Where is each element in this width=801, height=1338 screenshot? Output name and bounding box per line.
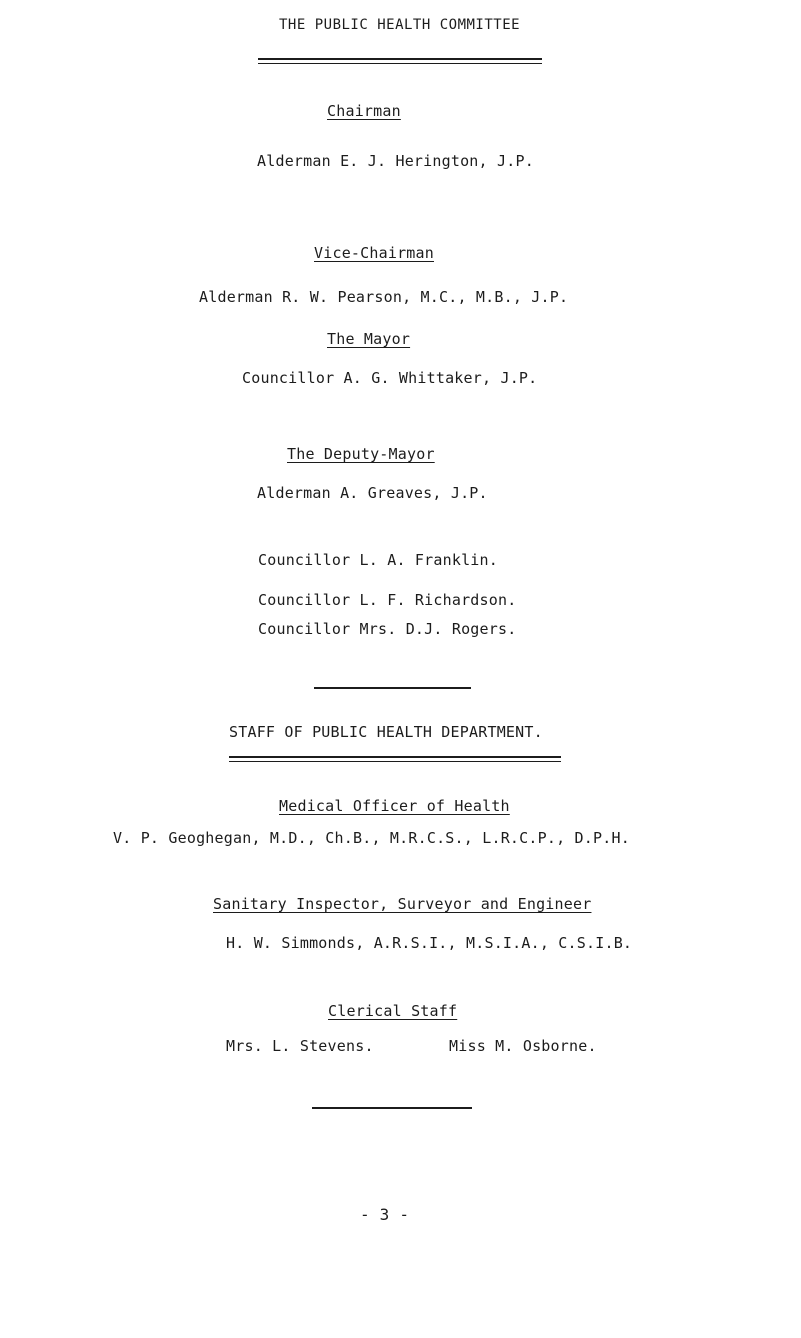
member-3: Councillor Mrs. D.J. Rogers. bbox=[258, 620, 517, 638]
mayor-name: Councillor A. G. Whittaker, J.P. bbox=[242, 369, 538, 387]
staff-heading: STAFF OF PUBLIC HEALTH DEPARTMENT. bbox=[229, 723, 543, 741]
deputy-mayor-name: Alderman A. Greaves, J.P. bbox=[257, 484, 488, 502]
moh-name: V. P. Geoghegan, M.D., Ch.B., M.R.C.S., L.R.C.P., D.P.H. bbox=[113, 829, 630, 847]
staff-underline-2 bbox=[229, 761, 561, 762]
clerical-name-2: Miss M. Osborne. bbox=[449, 1037, 597, 1055]
clerical-name-1: Mrs. L. Stevens. bbox=[226, 1037, 374, 1055]
clerical-heading: Clerical Staff bbox=[328, 1002, 458, 1020]
section-divider bbox=[314, 687, 471, 689]
page-number: - 3 - bbox=[360, 1205, 410, 1224]
member-1: Councillor L. A. Franklin. bbox=[258, 551, 498, 569]
bottom-divider bbox=[312, 1107, 472, 1109]
mayor-heading: The Mayor bbox=[327, 330, 411, 348]
staff-underline-1 bbox=[229, 756, 561, 758]
title-underline-1 bbox=[258, 58, 542, 60]
page-title: THE PUBLIC HEALTH COMMITTEE bbox=[279, 17, 521, 33]
deputy-mayor-heading: The Deputy-Mayor bbox=[287, 445, 435, 463]
vice-chairman-name: Alderman R. W. Pearson, M.C., M.B., J.P. bbox=[199, 288, 569, 306]
sanitary-heading: Sanitary Inspector, Surveyor and Engineer bbox=[213, 895, 592, 913]
member-2: Councillor L. F. Richardson. bbox=[258, 591, 517, 609]
chairman-name: Alderman E. J. Herington, J.P. bbox=[257, 152, 534, 170]
title-underline-2 bbox=[258, 63, 542, 64]
moh-heading: Medical Officer of Health bbox=[279, 797, 510, 815]
chairman-heading: Chairman bbox=[327, 102, 401, 120]
sanitary-name: H. W. Simmonds, A.R.S.I., M.S.I.A., C.S.I.B. bbox=[226, 934, 633, 952]
vice-chairman-heading: Vice-Chairman bbox=[314, 244, 434, 262]
